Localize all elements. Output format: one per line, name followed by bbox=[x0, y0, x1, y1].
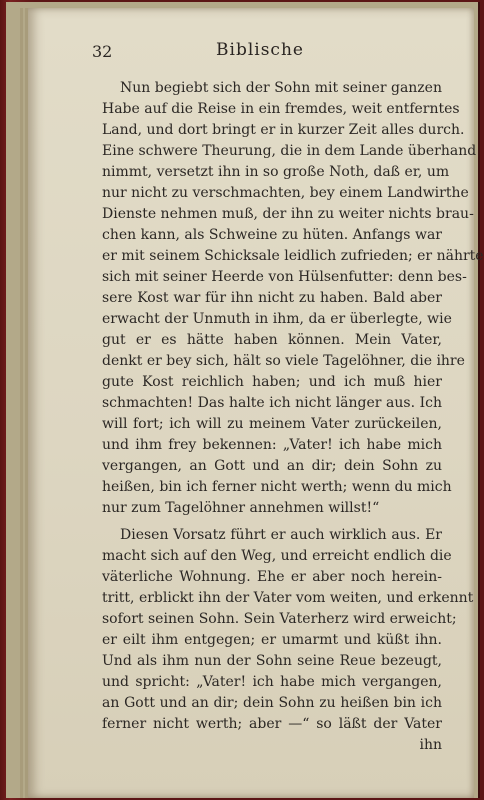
text-line: denkt er bey sich, hält so viele Tagelöhner, die ihre bbox=[102, 353, 465, 369]
text-line: chen kann, als Schweine zu hüten. Anfangs war bbox=[102, 227, 442, 243]
text-line: vergangen, an Gott und an dir; dein Sohn zu bbox=[102, 458, 442, 474]
text-line: Land, und dort bringt er in kurzer Zeit alles durch. bbox=[102, 122, 465, 138]
text-line: nimmt, versetzt ihn in so große Noth, daß er, um bbox=[102, 164, 450, 180]
text-line: ferner nicht werth; aber —“ so läßt der Vater bbox=[102, 716, 442, 732]
text-line: gute Kost reichlich haben; und ich muß hier bbox=[102, 374, 442, 390]
text-line: nur nicht zu verschmachten, bey einem Landwirthe bbox=[102, 185, 469, 201]
text-line: gut er es hätte haben können. Mein Vater, bbox=[102, 332, 442, 348]
text-line: Diesen Vorsatz führt er auch wirklich aus. Er bbox=[120, 527, 442, 543]
text-line: tritt, erblickt ihn der Vater vom weiten, und erkennt bbox=[102, 590, 474, 606]
text-line: Habe auf die Reise in ein fremdes, weit entferntes bbox=[102, 101, 460, 117]
text-line: sere Kost war für ihn nicht zu haben. Bald aber bbox=[102, 290, 442, 306]
text-line: Nun begiebt sich der Sohn mit seiner ganzen bbox=[120, 80, 442, 96]
text-line: er eilt ihm entgegen; er umarmt und küßt ihn. bbox=[102, 632, 442, 648]
text-line: Dienste nehmen muß, der ihn zu weiter nichts brau- bbox=[102, 206, 474, 222]
text-line: an Gott und an dir; dein Sohn zu heißen bin ich bbox=[102, 695, 442, 711]
text-line: sich mit seiner Heerde von Hülsenfutter: denn bes- bbox=[102, 269, 467, 285]
text-line: schmachten! Das halte ich nicht länger aus. Ich bbox=[102, 395, 442, 411]
text-line: Und als ihm nun der Sohn seine Reue bezeugt, bbox=[102, 653, 442, 669]
text-line: väterliche Wohnung. Ehe er aber noch herein- bbox=[102, 569, 442, 585]
text-line: und spricht: „Vater! ich habe mich vergangen, bbox=[102, 674, 442, 690]
text-line: nur zum Tagelöhner annehmen willst!“ bbox=[102, 500, 380, 516]
page-edge bbox=[20, 8, 23, 798]
text-line: erwacht der Unmuth in ihm, da er überlegte, wie bbox=[102, 311, 452, 327]
running-head: Biblische bbox=[216, 40, 304, 60]
text-line: und ihm frey bekennen: „Vater! ich habe mich bbox=[102, 437, 442, 453]
text-line: er mit seinem Schicksale leidlich zufrieden; er nährte bbox=[102, 248, 484, 264]
text-line: macht sich auf den Weg, und erreicht endlich die bbox=[102, 548, 452, 564]
catchword: ihn bbox=[419, 737, 442, 753]
text-line: heißen, bin ich ferner nicht werth; wenn du mich bbox=[102, 479, 452, 495]
page-number: 32 bbox=[92, 42, 113, 61]
text-line: sofort seinen Sohn. Sein Vaterherz wird erweicht; bbox=[102, 611, 457, 627]
text-line: will fort; ich will zu meinem Vater zurückeilen, bbox=[102, 416, 442, 432]
text-line: Eine schwere Theurung, die in dem Lande überhand bbox=[102, 143, 477, 159]
